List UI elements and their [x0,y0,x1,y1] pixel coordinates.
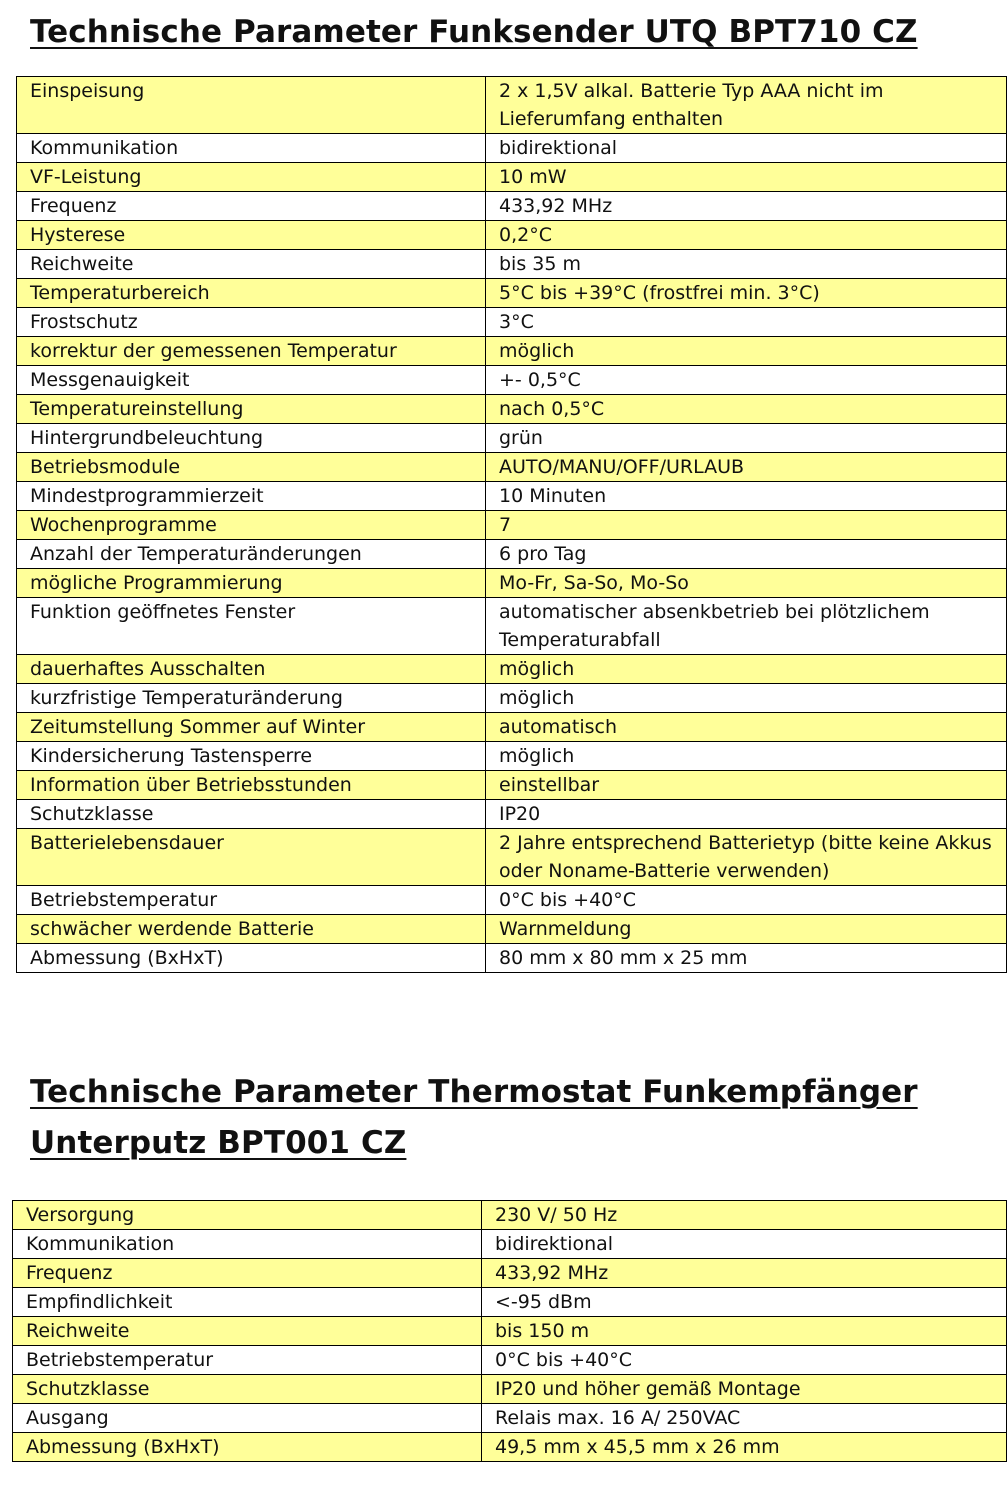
parameter-value: 0°C bis +40°C [486,886,1007,915]
parameter-name: Hintergrundbeleuchtung [17,424,486,453]
parameter-value: IP20 und höher gemäß Montage [482,1375,1007,1404]
section-2-title: Technische Parameter Thermostat Funkempfänger Unterputz BPT001 CZ [30,1074,918,1161]
table-row [17,279,1007,308]
parameter-name: Funktion geöffnetes Fenster [17,598,486,655]
parameter-value: 0,2°C [486,221,1007,250]
table-row [17,250,1007,279]
table-row [13,1317,1007,1346]
table-row [17,308,1007,337]
parameter-value: +- 0,5°C [486,366,1007,395]
parameter-value: Warnmeldung [486,915,1007,944]
parameter-name: Betriebsmodule [17,453,486,482]
table-row [17,829,1007,886]
table-row [13,1201,1007,1230]
parameter-value: 5°C bis +39°C (frostfrei min. 3°C) [486,279,1007,308]
parameter-name: Mindestprogrammierzeit [17,482,486,511]
table-row [13,1230,1007,1259]
parameter-value: grün [486,424,1007,453]
table-row [17,598,1007,655]
table-row [17,540,1007,569]
parameter-name: Ausgang [13,1404,482,1433]
parameter-name: Zeitumstellung Sommer auf Winter [17,713,486,742]
parameter-name: Empfindlichkeit [13,1288,482,1317]
parameter-value: nach 0,5°C [486,395,1007,424]
parameter-value: 230 V/ 50 Hz [482,1201,1007,1230]
table-row [17,800,1007,829]
parameter-value: 6 pro Tag [486,540,1007,569]
receiver-parameters-table [12,1200,1007,1462]
parameter-name: Betriebstemperatur [17,886,486,915]
parameter-name: schwächer werdende Batterie [17,915,486,944]
parameter-name: Schutzklasse [13,1375,482,1404]
table-row [13,1346,1007,1375]
parameter-name: Frostschutz [17,308,486,337]
table-row [13,1259,1007,1288]
parameter-name: Temperaturbereich [17,279,486,308]
table-row [17,77,1007,134]
parameter-name: Einspeisung [17,77,486,134]
parameter-name: Kommunikation [13,1230,482,1259]
parameter-value: möglich [486,684,1007,713]
parameter-name: Kommunikation [17,134,486,163]
parameter-value: möglich [486,742,1007,771]
parameter-name: Anzahl der Temperaturänderungen [17,540,486,569]
parameter-value: einstellbar [486,771,1007,800]
parameter-value: IP20 [486,800,1007,829]
table-row [17,366,1007,395]
parameter-name: Batterielebensdauer [17,829,486,886]
parameter-name: Wochenprogramme [17,511,486,540]
parameter-value: 80 mm x 80 mm x 25 mm [486,944,1007,973]
table-row [17,221,1007,250]
table-row [17,511,1007,540]
table-row [17,655,1007,684]
table-row [17,915,1007,944]
parameter-name: VF-Leistung [17,163,486,192]
table-row [17,886,1007,915]
parameter-name: Temperatureinstellung [17,395,486,424]
table-row [13,1375,1007,1404]
parameter-value: 3°C [486,308,1007,337]
parameter-name: dauerhaftes Ausschalten [17,655,486,684]
table-row [13,1288,1007,1317]
table-row [17,713,1007,742]
table-row [17,771,1007,800]
parameter-value: 2 x 1,5V alkal. Batterie Typ AAA nicht im Lieferumfang enthalten [486,77,1007,134]
section-1-title: Technische Parameter Funksender UTQ BPT710 CZ [30,14,918,50]
table-row [17,944,1007,973]
parameter-value: automatisch [486,713,1007,742]
parameter-value: bis 150 m [482,1317,1007,1346]
parameter-value: möglich [486,337,1007,366]
transmitter-parameters-table [16,76,1007,973]
parameter-name: korrektur der gemessenen Temperatur [17,337,486,366]
parameter-value: <-95 dBm [482,1288,1007,1317]
parameter-value: 2 Jahre entsprechend Batterietyp (bitte keine Akkus oder Noname-Batterie verwenden) [486,829,1007,886]
parameter-name: Hysterese [17,221,486,250]
parameter-name: Kindersicherung Tastensperre [17,742,486,771]
table-row [17,453,1007,482]
parameter-value: 49,5 mm x 45,5 mm x 26 mm [482,1433,1007,1462]
parameter-value: 0°C bis +40°C [482,1346,1007,1375]
parameter-value: 7 [486,511,1007,540]
parameter-value: bidirektional [486,134,1007,163]
parameter-value: bis 35 m [486,250,1007,279]
parameter-value: 10 Minuten [486,482,1007,511]
parameter-name: Frequenz [17,192,486,221]
table-row [17,482,1007,511]
parameter-value: 10 mW [486,163,1007,192]
parameter-name: Abmessung (BxHxT) [13,1433,482,1462]
parameter-name: Reichweite [17,250,486,279]
parameter-name: Schutzklasse [17,800,486,829]
parameter-value: Relais max. 16 A/ 250VAC [482,1404,1007,1433]
parameter-name: Information über Betriebsstunden [17,771,486,800]
table-row [13,1404,1007,1433]
parameter-name: Reichweite [13,1317,482,1346]
parameter-name: mögliche Programmierung [17,569,486,598]
table-row [17,684,1007,713]
parameter-name: Betriebstemperatur [13,1346,482,1375]
parameter-name: Versorgung [13,1201,482,1230]
parameter-name: Abmessung (BxHxT) [17,944,486,973]
table-row [17,337,1007,366]
parameter-value: AUTO/MANU/OFF/URLAUB [486,453,1007,482]
parameter-value: 433,92 MHz [486,192,1007,221]
parameter-value: Mo-Fr, Sa-So, Mo-So [486,569,1007,598]
parameter-value: 433,92 MHz [482,1259,1007,1288]
table-row [17,134,1007,163]
table-row [17,569,1007,598]
parameter-name: kurzfristige Temperaturänderung [17,684,486,713]
table-row [17,163,1007,192]
parameter-value: automatischer absenkbetrieb bei plötzlichem Temperaturabfall [486,598,1007,655]
parameter-value: bidirektional [482,1230,1007,1259]
table-row [17,742,1007,771]
table-row [17,424,1007,453]
parameter-name: Messgenauigkeit [17,366,486,395]
table-row [17,192,1007,221]
table-row [13,1433,1007,1462]
parameter-value: möglich [486,655,1007,684]
table-row [17,395,1007,424]
parameter-name: Frequenz [13,1259,482,1288]
